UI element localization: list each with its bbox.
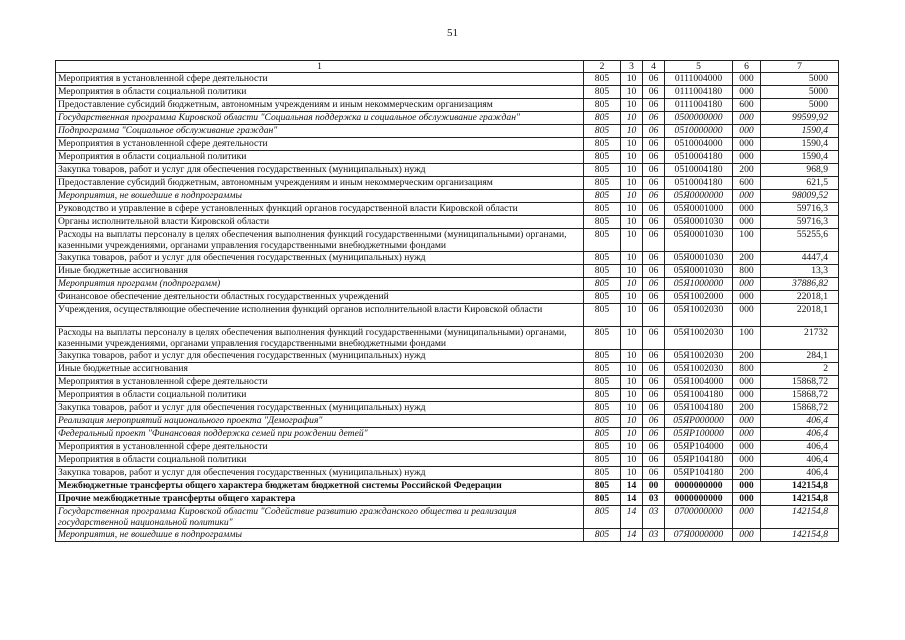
row-expense-type: 000 [733, 73, 761, 86]
row-ministry-code: 805 [584, 138, 621, 151]
page-number: 51 [447, 27, 458, 39]
row-subsection-code: 06 [643, 265, 665, 278]
row-target-article: 0510000000 [665, 125, 733, 138]
row-name: Мероприятия в установленной сфере деятельности [56, 138, 584, 151]
row-subsection-code: 06 [643, 278, 665, 291]
row-section-code: 10 [621, 229, 643, 252]
row-expense-type: 200 [733, 164, 761, 177]
row-ministry-code: 805 [584, 304, 621, 327]
table-header-row [56, 61, 839, 73]
row-target-article: 0510004180 [665, 151, 733, 164]
header-col-5: 5 [665, 61, 733, 73]
row-section-code: 10 [621, 304, 643, 327]
row-expense-type: 000 [733, 203, 761, 216]
row-target-article: 05Я0001030 [665, 229, 733, 252]
row-ministry-code: 805 [584, 112, 621, 125]
row-ministry-code: 805 [584, 327, 621, 350]
row-subsection-code: 06 [643, 138, 665, 151]
row-subsection-code: 06 [643, 467, 665, 480]
row-name: Учреждения, осуществляющие обеспечение исполнения функций органов исполнительной власти Кировской области [56, 304, 584, 327]
table-row [56, 216, 839, 229]
row-target-article: 0510004180 [665, 164, 733, 177]
row-section-code: 10 [621, 402, 643, 415]
row-section-code: 10 [621, 151, 643, 164]
row-target-article: 07Я0000000 [665, 529, 733, 542]
table-row [56, 327, 839, 350]
row-target-article: 0111004180 [665, 99, 733, 112]
row-ministry-code: 805 [584, 216, 621, 229]
row-ministry-code: 805 [584, 278, 621, 291]
row-expense-type: 000 [733, 506, 761, 529]
row-name: Мероприятия в области социальной политики [56, 151, 584, 164]
row-ministry-code: 805 [584, 441, 621, 454]
row-amount: 2 [761, 363, 839, 376]
row-subsection-code: 06 [643, 216, 665, 229]
row-ministry-code: 805 [584, 99, 621, 112]
table-row [56, 164, 839, 177]
header-col-4: 4 [643, 61, 665, 73]
row-ministry-code: 805 [584, 363, 621, 376]
row-name: Закупка товаров, работ и услуг для обеспечения государственных (муниципальных) нужд [56, 164, 584, 177]
row-subsection-code: 06 [643, 252, 665, 265]
row-subsection-code: 06 [643, 291, 665, 304]
row-name: Расходы на выплаты персоналу в целях обеспечения выполнения функций государственными (муниципальными) органами, казенными учреждениями, органами управления государственными внебюджетными фондами [56, 327, 584, 350]
row-section-code: 10 [621, 86, 643, 99]
header-col-3: 3 [621, 61, 643, 73]
row-expense-type: 000 [733, 291, 761, 304]
row-target-article: 05Я1002030 [665, 350, 733, 363]
row-target-article: 05Я1004180 [665, 389, 733, 402]
row-ministry-code: 805 [584, 376, 621, 389]
row-target-article: 05ЯР104000 [665, 441, 733, 454]
row-ministry-code: 805 [584, 467, 621, 480]
table-row [56, 376, 839, 389]
row-name: Иные бюджетные ассигнования [56, 265, 584, 278]
row-subsection-code: 06 [643, 99, 665, 112]
row-expense-type: 000 [733, 216, 761, 229]
table-row [56, 304, 839, 327]
row-name: Мероприятия программ (подпрограмм) [56, 278, 584, 291]
row-target-article: 05Я0000000 [665, 190, 733, 203]
row-name: Мероприятия в установленной сфере деятельности [56, 376, 584, 389]
row-amount: 59716,3 [761, 216, 839, 229]
row-subsection-code: 03 [643, 529, 665, 542]
row-section-code: 10 [621, 376, 643, 389]
table-row [56, 138, 839, 151]
row-amount: 21732 [761, 327, 839, 350]
row-subsection-code: 06 [643, 112, 665, 125]
table-row [56, 350, 839, 363]
row-ministry-code: 805 [584, 493, 621, 506]
row-amount: 284,1 [761, 350, 839, 363]
row-ministry-code: 805 [584, 203, 621, 216]
row-expense-type: 000 [733, 151, 761, 164]
row-amount: 142154,8 [761, 506, 839, 529]
table-row [56, 125, 839, 138]
row-section-code: 10 [621, 327, 643, 350]
row-section-code: 10 [621, 216, 643, 229]
row-target-article: 05Я1002030 [665, 304, 733, 327]
row-target-article: 0700000000 [665, 506, 733, 529]
table-row [56, 86, 839, 99]
row-name: Мероприятия в области социальной политики [56, 389, 584, 402]
row-expense-type: 600 [733, 177, 761, 190]
table-row [56, 493, 839, 506]
row-section-code: 10 [621, 190, 643, 203]
row-subsection-code: 06 [643, 363, 665, 376]
row-target-article: 05Я1004000 [665, 376, 733, 389]
row-target-article: 05Я0001030 [665, 216, 733, 229]
row-ministry-code: 805 [584, 529, 621, 542]
row-section-code: 10 [621, 415, 643, 428]
row-ministry-code: 805 [584, 350, 621, 363]
table-row [56, 529, 839, 542]
table-row [56, 229, 839, 252]
row-expense-type: 000 [733, 441, 761, 454]
row-name: Мероприятия в области социальной политики [56, 454, 584, 467]
table-row [56, 291, 839, 304]
row-name: Расходы на выплаты персоналу в целях обеспечения выполнения функций государственными (муниципальными) органами, казенными учреждениями, органами управления государственными внебюджетными фондами [56, 229, 584, 252]
row-name: Подпрограмма "Социальное обслуживание граждан" [56, 125, 584, 138]
row-section-code: 10 [621, 265, 643, 278]
row-target-article: 05Я1004180 [665, 402, 733, 415]
table-row [56, 112, 839, 125]
row-ministry-code: 805 [584, 86, 621, 99]
row-name: Предоставление субсидий бюджетным, автономным учреждениям и иным некоммерческим организациям [56, 177, 584, 190]
row-name: Государственная программа Кировской области "Социальная поддержка и социальное обслуживание граждан" [56, 112, 584, 125]
table-row [56, 99, 839, 112]
row-amount: 37886,82 [761, 278, 839, 291]
row-expense-type: 000 [733, 493, 761, 506]
row-expense-type: 000 [733, 190, 761, 203]
row-subsection-code: 06 [643, 177, 665, 190]
table-row [56, 402, 839, 415]
row-subsection-code: 06 [643, 304, 665, 327]
row-section-code: 14 [621, 506, 643, 529]
row-ministry-code: 805 [584, 428, 621, 441]
row-section-code: 10 [621, 428, 643, 441]
row-subsection-code: 03 [643, 493, 665, 506]
table-row [56, 441, 839, 454]
row-subsection-code: 06 [643, 203, 665, 216]
row-expense-type: 600 [733, 99, 761, 112]
row-ministry-code: 805 [584, 252, 621, 265]
row-amount: 4447,4 [761, 252, 839, 265]
row-subsection-code: 06 [643, 229, 665, 252]
row-subsection-code: 00 [643, 480, 665, 493]
row-section-code: 10 [621, 177, 643, 190]
row-amount: 5000 [761, 99, 839, 112]
row-ministry-code: 805 [584, 389, 621, 402]
row-target-article: 05Я1002030 [665, 363, 733, 376]
row-amount: 15868,72 [761, 376, 839, 389]
row-expense-type: 000 [733, 529, 761, 542]
row-ministry-code: 805 [584, 454, 621, 467]
row-ministry-code: 805 [584, 229, 621, 252]
row-section-code: 10 [621, 291, 643, 304]
row-expense-type: 000 [733, 138, 761, 151]
row-expense-type: 200 [733, 252, 761, 265]
row-subsection-code: 06 [643, 402, 665, 415]
row-name: Закупка товаров, работ и услуг для обеспечения государственных (муниципальных) нужд [56, 467, 584, 480]
row-subsection-code: 06 [643, 125, 665, 138]
table-row [56, 265, 839, 278]
row-section-code: 10 [621, 138, 643, 151]
budget-table [55, 60, 839, 542]
row-section-code: 10 [621, 467, 643, 480]
row-expense-type: 800 [733, 363, 761, 376]
row-amount: 406,4 [761, 467, 839, 480]
row-target-article: 0500000000 [665, 112, 733, 125]
row-amount: 15868,72 [761, 389, 839, 402]
row-name: Реализация мероприятий национального проекта "Демография" [56, 415, 584, 428]
row-name: Финансовое обеспечение деятельности областных государственных учреждений [56, 291, 584, 304]
row-expense-type: 000 [733, 415, 761, 428]
row-amount: 968,9 [761, 164, 839, 177]
row-section-code: 10 [621, 278, 643, 291]
table-row [56, 467, 839, 480]
row-subsection-code: 06 [643, 190, 665, 203]
table-row [56, 363, 839, 376]
row-expense-type: 000 [733, 389, 761, 402]
row-section-code: 10 [621, 73, 643, 86]
row-name: Закупка товаров, работ и услуг для обеспечения государственных (муниципальных) нужд [56, 252, 584, 265]
table-row [56, 177, 839, 190]
row-name: Государственная программа Кировской области "Содействие развитию гражданского общества и реализация государственной национальной политики" [56, 506, 584, 529]
row-section-code: 10 [621, 350, 643, 363]
table-row [56, 203, 839, 216]
row-expense-type: 100 [733, 229, 761, 252]
table-row [56, 151, 839, 164]
row-ministry-code: 805 [584, 506, 621, 529]
row-subsection-code: 06 [643, 350, 665, 363]
row-expense-type: 000 [733, 86, 761, 99]
row-subsection-code: 06 [643, 164, 665, 177]
row-subsection-code: 06 [643, 441, 665, 454]
row-ministry-code: 805 [584, 415, 621, 428]
row-section-code: 10 [621, 441, 643, 454]
row-ministry-code: 805 [584, 265, 621, 278]
row-target-article: 05Я0001000 [665, 203, 733, 216]
table-row [56, 252, 839, 265]
row-expense-type: 000 [733, 112, 761, 125]
row-target-article: 05Я1002030 [665, 327, 733, 350]
table-row [56, 190, 839, 203]
row-name: Иные бюджетные ассигнования [56, 363, 584, 376]
row-name: Закупка товаров, работ и услуг для обеспечения государственных (муниципальных) нужд [56, 402, 584, 415]
row-name: Предоставление субсидий бюджетным, автономным учреждениям и иным некоммерческим организациям [56, 99, 584, 112]
row-ministry-code: 805 [584, 73, 621, 86]
row-amount: 406,4 [761, 454, 839, 467]
table-row [56, 415, 839, 428]
row-section-code: 10 [621, 389, 643, 402]
row-amount: 13,3 [761, 265, 839, 278]
table-row [56, 454, 839, 467]
row-target-article: 05Я0001030 [665, 265, 733, 278]
row-ministry-code: 805 [584, 164, 621, 177]
row-expense-type: 000 [733, 304, 761, 327]
row-section-code: 14 [621, 480, 643, 493]
row-expense-type: 200 [733, 402, 761, 415]
row-subsection-code: 06 [643, 151, 665, 164]
header-col-1: 1 [56, 61, 584, 73]
row-expense-type: 000 [733, 125, 761, 138]
row-name: Руководство и управление в сфере установленных функций органов государственной власти Кировской области [56, 203, 584, 216]
row-subsection-code: 06 [643, 428, 665, 441]
row-subsection-code: 06 [643, 454, 665, 467]
row-amount: 1590,4 [761, 151, 839, 164]
row-amount: 55255,6 [761, 229, 839, 252]
row-ministry-code: 805 [584, 125, 621, 138]
row-target-article: 05Я0001030 [665, 252, 733, 265]
row-section-code: 10 [621, 363, 643, 376]
table-body [56, 73, 839, 542]
row-name: Мероприятия, не вошедшие в подпрограммы [56, 190, 584, 203]
row-amount: 142154,8 [761, 480, 839, 493]
row-ministry-code: 805 [584, 177, 621, 190]
row-expense-type: 100 [733, 327, 761, 350]
row-name: Мероприятия в области социальной политики [56, 86, 584, 99]
row-subsection-code: 06 [643, 327, 665, 350]
table-row [56, 278, 839, 291]
row-name: Мероприятия в установленной сфере деятельности [56, 73, 584, 86]
row-section-code: 14 [621, 493, 643, 506]
table-row [56, 389, 839, 402]
row-target-article: 0000000000 [665, 480, 733, 493]
row-expense-type: 000 [733, 376, 761, 389]
row-amount: 5000 [761, 73, 839, 86]
row-target-article: 05ЯР000000 [665, 415, 733, 428]
row-amount: 22018,1 [761, 291, 839, 304]
row-expense-type: 000 [733, 278, 761, 291]
row-subsection-code: 06 [643, 415, 665, 428]
row-amount: 99599,92 [761, 112, 839, 125]
row-name: Межбюджетные трансферты общего характера бюджетам бюджетной системы Российской Федерации [56, 480, 584, 493]
row-amount: 5000 [761, 86, 839, 99]
row-ministry-code: 805 [584, 480, 621, 493]
row-amount: 1590,4 [761, 138, 839, 151]
row-amount: 406,4 [761, 441, 839, 454]
table-row [56, 506, 839, 529]
row-section-code: 10 [621, 112, 643, 125]
row-target-article: 0510004000 [665, 138, 733, 151]
row-target-article: 05Я1000000 [665, 278, 733, 291]
row-section-code: 10 [621, 454, 643, 467]
row-name: Закупка товаров, работ и услуг для обеспечения государственных (муниципальных) нужд [56, 350, 584, 363]
header-col-2: 2 [584, 61, 621, 73]
row-subsection-code: 06 [643, 73, 665, 86]
row-amount: 59716,3 [761, 203, 839, 216]
table-row [56, 73, 839, 86]
row-amount: 406,4 [761, 428, 839, 441]
row-expense-type: 800 [733, 265, 761, 278]
table-row [56, 480, 839, 493]
row-section-code: 10 [621, 203, 643, 216]
row-name: Прочие межбюджетные трансферты общего характера [56, 493, 584, 506]
row-section-code: 10 [621, 164, 643, 177]
row-amount: 22018,1 [761, 304, 839, 327]
row-expense-type: 200 [733, 467, 761, 480]
row-section-code: 10 [621, 252, 643, 265]
row-section-code: 10 [621, 99, 643, 112]
row-target-article: 05Я1002000 [665, 291, 733, 304]
row-name: Мероприятия в установленной сфере деятельности [56, 441, 584, 454]
row-ministry-code: 805 [584, 190, 621, 203]
row-name: Органы исполнительной власти Кировской области [56, 216, 584, 229]
row-amount: 15868,72 [761, 402, 839, 415]
row-amount: 1590,4 [761, 125, 839, 138]
row-amount: 142154,8 [761, 493, 839, 506]
row-subsection-code: 03 [643, 506, 665, 529]
row-target-article: 0111004000 [665, 73, 733, 86]
row-target-article: 05ЯР104180 [665, 467, 733, 480]
row-expense-type: 000 [733, 428, 761, 441]
header-col-6: 6 [733, 61, 761, 73]
row-target-article: 0510004180 [665, 177, 733, 190]
row-subsection-code: 06 [643, 86, 665, 99]
row-amount: 98009,52 [761, 190, 839, 203]
row-expense-type: 000 [733, 454, 761, 467]
row-name: Федеральный проект "Финансовая поддержка семей при рождении детей" [56, 428, 584, 441]
row-target-article: 05ЯР100000 [665, 428, 733, 441]
header-col-7: 7 [761, 61, 839, 73]
row-section-code: 14 [621, 529, 643, 542]
row-amount: 142154,8 [761, 529, 839, 542]
row-target-article: 05ЯР104180 [665, 454, 733, 467]
row-expense-type: 000 [733, 480, 761, 493]
row-ministry-code: 805 [584, 402, 621, 415]
row-subsection-code: 06 [643, 389, 665, 402]
row-target-article: 0000000000 [665, 493, 733, 506]
row-expense-type: 200 [733, 350, 761, 363]
row-ministry-code: 805 [584, 151, 621, 164]
row-target-article: 0111004180 [665, 86, 733, 99]
row-name: Мероприятия, не вошедшие в подпрограммы [56, 529, 584, 542]
row-ministry-code: 805 [584, 291, 621, 304]
row-section-code: 10 [621, 125, 643, 138]
row-amount: 621,5 [761, 177, 839, 190]
table-row [56, 428, 839, 441]
row-amount: 406,4 [761, 415, 839, 428]
row-subsection-code: 06 [643, 376, 665, 389]
